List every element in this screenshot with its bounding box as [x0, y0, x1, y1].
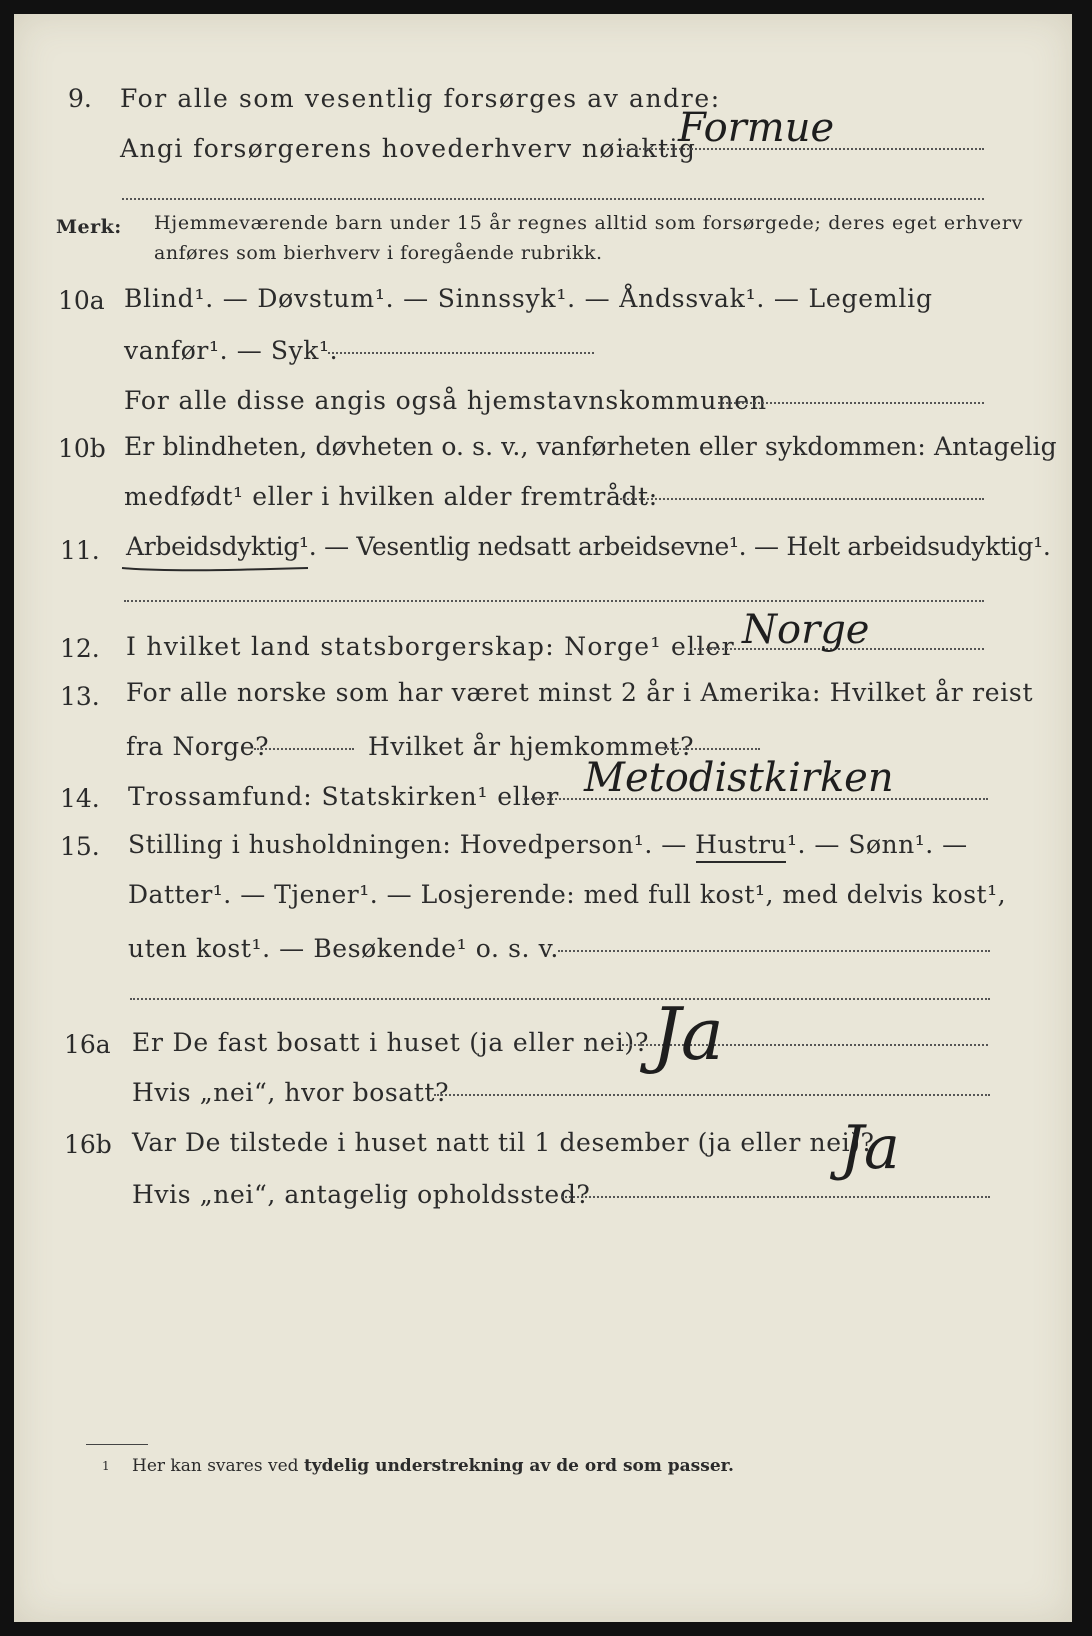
q10b-line1: Er blindheten, døvheten o. s. v., vanførheten eller sykdommen: Antagelig — [124, 432, 1057, 461]
merk-line2: anføres som bierhverv i foregående rubrikk. — [154, 242, 603, 264]
q13-line2-returned: Hvilket år hjemkommet? — [368, 732, 695, 761]
q14-line1: Trossamfund: Statskirken¹ eller — [128, 782, 560, 811]
q15-handwritten-underline — [694, 856, 790, 868]
q10b-number: 10b — [58, 434, 106, 463]
q15-number: 15. — [60, 832, 100, 861]
q10b-answer-line — [620, 498, 984, 500]
merk-label: Merk: — [56, 216, 122, 238]
footnote-rule — [86, 1444, 148, 1445]
q16a-residence-line — [434, 1094, 990, 1096]
q13-number: 13. — [60, 682, 100, 711]
q9-line1: For alle som vesentlig forsørges av andre: — [120, 84, 721, 113]
q13-line2-departed: fra Norge? — [126, 732, 270, 761]
q10a-answer-line — [328, 352, 594, 354]
census-form-page — [14, 14, 1072, 1622]
q13-returned-year-line — [664, 748, 760, 750]
q16b-line2: Hvis „nei“, antagelig opholdssted? — [132, 1180, 591, 1209]
q16a-line1: Er De fast bosatt i huset (ja eller nei)? — [132, 1028, 650, 1057]
q11-handwritten-underline — [118, 560, 318, 580]
q16a-handwritten-answer: Ja — [652, 992, 724, 1076]
q15-answer-line — [558, 950, 990, 952]
q9-extra-line — [122, 198, 984, 200]
q10a-home-municipality-line — [718, 402, 984, 404]
q16a-line2: Hvis „nei“, hvor bosatt? — [132, 1078, 450, 1107]
q14-handwritten-answer: Metodistkirken — [584, 755, 894, 801]
q15-line2: Datter¹. — Tjener¹. — Losjerende: med full kost¹, med delvis kost¹, — [128, 880, 1007, 909]
q11-number: 11. — [60, 536, 100, 565]
q10a-line1: Blind¹. — Døvstum¹. — Sinnssyk¹. — Åndssvak¹. — Legemlig — [124, 284, 933, 313]
q13-line1: For alle norske som har været minst 2 år i Amerika: Hvilket år reist — [126, 678, 1034, 707]
q9-number: 9. — [68, 84, 92, 113]
q15-line1: Stilling i husholdningen: Hovedperson¹. — Hustru¹. — Sønn¹. — — [128, 830, 968, 859]
q10a-line2: vanfør¹. — Syk¹. — [124, 336, 339, 365]
q16b-whereabouts-line — [562, 1196, 990, 1198]
merk-line1: Hjemmeværende barn under 15 år regnes alltid som forsørgede; deres eget erhverv — [154, 212, 1024, 234]
q10a-line3: For alle disse angis også hjemstavnskommunen — [124, 386, 767, 415]
q13-departed-year-line — [254, 748, 354, 750]
q16a-number: 16a — [64, 1030, 111, 1059]
q16b-number: 16b — [64, 1130, 112, 1159]
footnote-mark: 1 — [102, 1459, 110, 1473]
q9-line2: Angi forsørgerens hovederhverv nøiaktig — [120, 134, 697, 163]
footnote-text — [132, 1458, 734, 1475]
q14-number: 14. — [60, 784, 100, 813]
q10b-line2: medfødt¹ eller i hvilken alder fremtrådt: — [124, 482, 658, 511]
q15-extra-line — [130, 998, 990, 1000]
q11-extra-line — [124, 600, 984, 602]
q12-handwritten-answer: Norge — [742, 607, 870, 653]
q12-number: 12. — [60, 634, 100, 663]
q16b-line1: Var De tilstede i huset natt til 1 desember (ja eller nei)? — [132, 1128, 875, 1157]
footnote-text-bold: tydelig understrekning av de ord som passer. — [303, 1456, 734, 1476]
q12-line1: I hvilket land statsborgerskap: Norge¹ eller — [126, 632, 735, 661]
q15-line3: uten kost¹. — Besøkende¹ o. s. v. — [128, 934, 559, 963]
footnote-text-plain: Her kan svares ved — [132, 1456, 299, 1476]
q16b-handwritten-answer: Ja — [840, 1113, 900, 1183]
q11-line1: Arbeidsdyktig¹. — Vesentlig nedsatt arbeidsevne¹. — Helt arbeidsudyktig¹. — [126, 532, 1051, 561]
q10a-number: 10a — [58, 286, 105, 315]
q9-handwritten-answer: Formue — [678, 105, 835, 151]
